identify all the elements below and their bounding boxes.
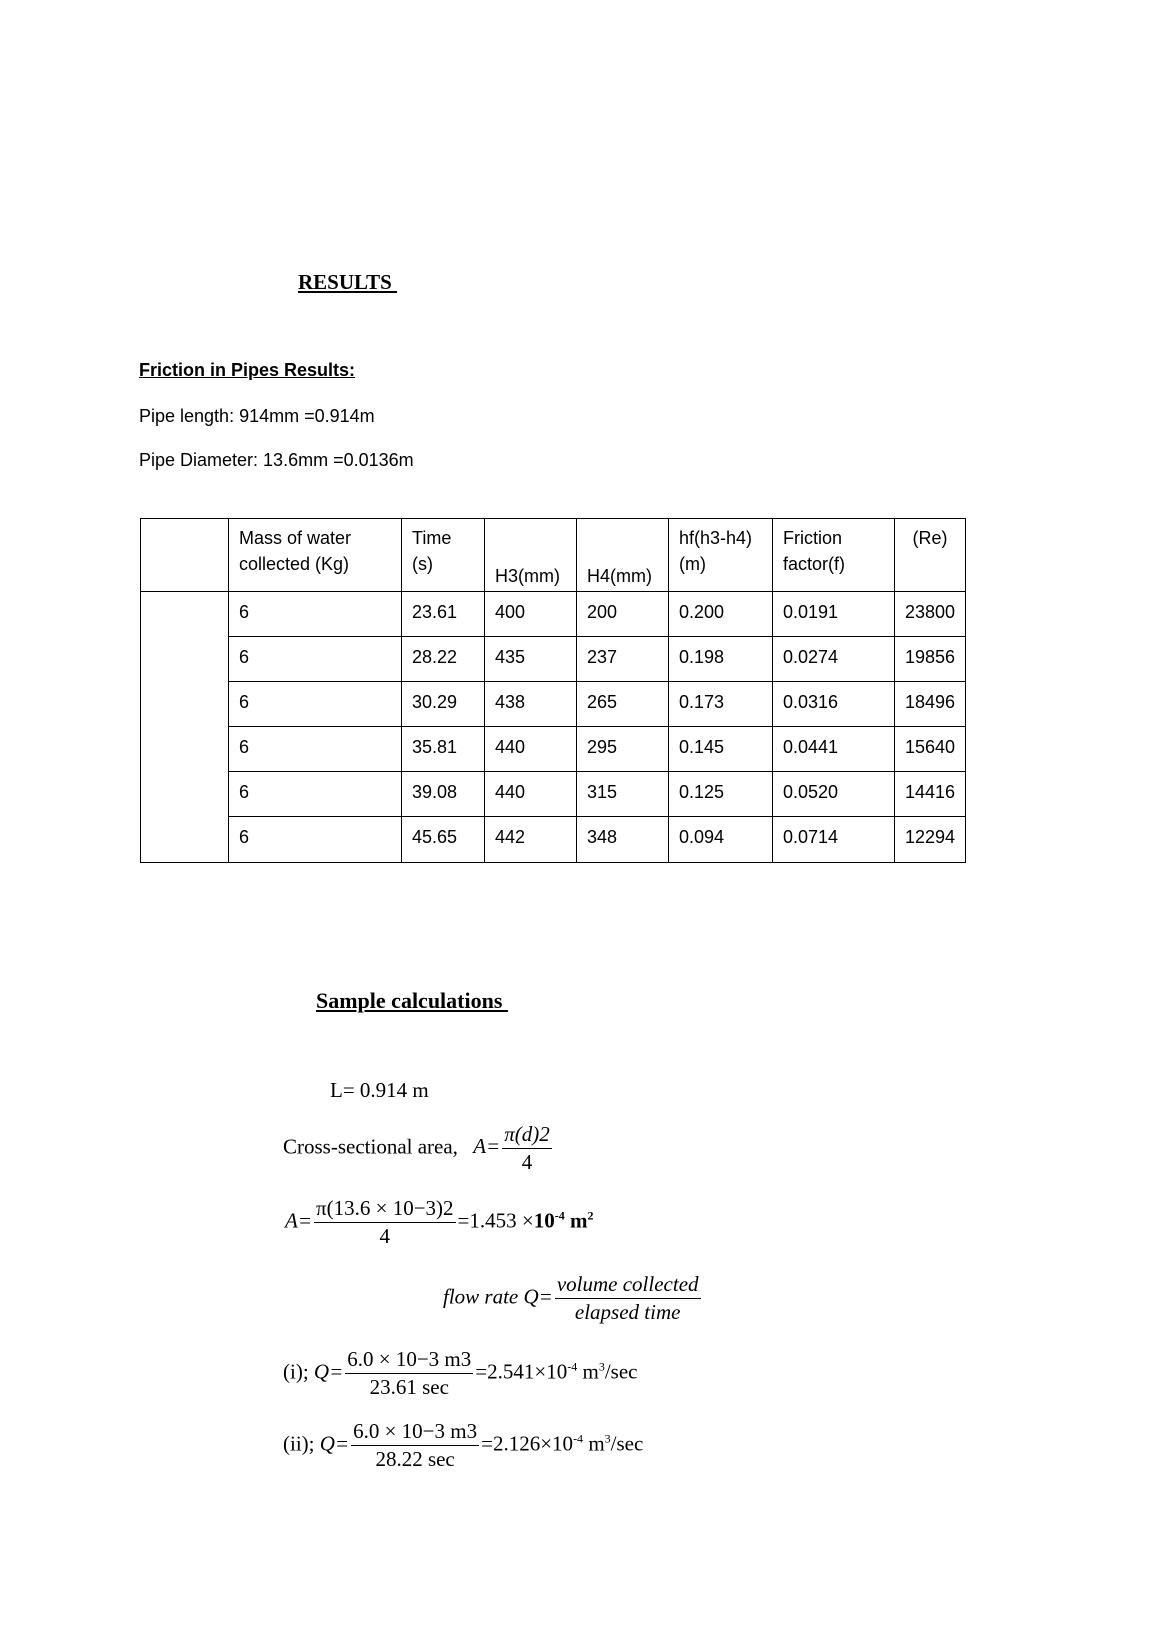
calc-ii-prefix: (ii); [283,1431,320,1456]
area2-fraction [314,1196,456,1249]
cell-h3: 440 [485,772,577,817]
calc-i-lhs: Q= [313,1359,344,1384]
area2-result-base: 10 [533,1208,555,1233]
cell-h4: 315 [577,772,669,817]
cell-reynolds: 23800 [895,592,966,637]
header-mass: Mass of water collected (Kg) [229,519,402,592]
calc-i-denominator: 23.61 sec [369,1375,449,1399]
cell-mass: 6 [229,637,402,682]
calc-ii-fraction [351,1419,479,1472]
cell-friction-factor: 0.0191 [773,592,895,637]
calc-ii-result: =2.126×10 [481,1431,574,1456]
header-reynolds: (Re) [895,519,966,592]
header-hf: hf(h3-h4) (m) [669,519,773,592]
cell-reynolds: 18496 [895,682,966,727]
pipe-length-text: Pipe length: 914mm =0.914m [139,406,375,426]
cell-friction-factor: 0.0316 [773,682,895,727]
cell-mass: 6 [229,682,402,727]
flow-denominator: elapsed time [574,1300,681,1324]
header-blank [141,519,229,592]
area-calculation [285,1196,593,1249]
blank-merged-cell [141,592,229,863]
results-heading: RESULTS [298,270,398,294]
area-lhs: A= [473,1134,501,1159]
calc-i-fraction [345,1347,473,1400]
header-h3: H3(mm) [485,519,577,592]
table-row [141,682,966,727]
section-title: Friction in Pipes Results: [139,360,356,380]
cell-hf: 0.145 [669,727,773,772]
flow-lhs: flow rate Q= [443,1284,553,1309]
calc-i-unit-tail: /sec [604,1359,638,1384]
cell-h3: 438 [485,682,577,727]
area-denominator: 4 [521,1150,533,1174]
cell-hf: 0.094 [669,817,773,863]
pipe-diameter-text: Pipe Diameter: 13.6mm =0.0136m [139,450,414,470]
calc-i-unit-exponent: 3 [598,1359,605,1374]
area-fraction [502,1122,552,1175]
cell-h4: 348 [577,817,669,863]
table-row [141,727,966,772]
calc-ii-denominator: 28.22 sec [375,1447,455,1471]
cell-friction-factor: 0.0714 [773,817,895,863]
cell-mass: 6 [229,817,402,863]
calc-ii-exponent: -4 [573,1431,584,1446]
cell-time: 39.08 [402,772,485,817]
cell-mass: 6 [229,727,402,772]
calc-ii-unit-exponent: 3 [604,1431,611,1446]
cell-friction-factor: 0.0274 [773,637,895,682]
table-row [141,592,966,637]
cell-h3: 442 [485,817,577,863]
calc-ii-unit-tail: /sec [610,1431,644,1456]
area-formula [283,1122,554,1175]
cell-h4: 265 [577,682,669,727]
flow-numerator: volume collected [555,1272,701,1299]
sample-calculations-heading: Sample calculations [316,988,508,1013]
area-numerator: π(d)2 [502,1122,552,1149]
cell-time: 30.29 [402,682,485,727]
cell-reynolds: 14416 [895,772,966,817]
cell-h3: 440 [485,727,577,772]
table-header-row [141,519,966,592]
calc-ii-lhs: Q= [319,1431,350,1456]
calc-i-unit: m [577,1359,599,1384]
cell-reynolds: 19856 [895,637,966,682]
calc-i-numerator: 6.0 × 10−3 m3 [345,1347,473,1374]
calc-ii [283,1419,643,1472]
calc-i [283,1347,637,1400]
area-label: Cross-sectional area, [283,1134,458,1159]
cell-hf: 0.200 [669,592,773,637]
length-line: L= 0.914 m [330,1078,429,1102]
cell-time: 35.81 [402,727,485,772]
cell-time: 28.22 [402,637,485,682]
cell-friction-factor: 0.0520 [773,772,895,817]
cell-hf: 0.173 [669,682,773,727]
cell-hf: 0.198 [669,637,773,682]
calc-i-result: =2.541×10 [475,1359,568,1384]
flow-fraction [555,1272,701,1325]
area2-result-prefix: =1.453 × [457,1208,534,1233]
header-friction-factor: Friction factor(f) [773,519,895,592]
cell-time: 23.61 [402,592,485,637]
table-row [141,772,966,817]
flow-rate-formula [443,1272,703,1325]
cell-time: 45.65 [402,817,485,863]
table-row [141,637,966,682]
area2-result-unit: m [564,1208,588,1233]
calc-ii-numerator: 6.0 × 10−3 m3 [351,1419,479,1446]
cell-mass: 6 [229,772,402,817]
cell-mass: 6 [229,592,402,637]
cell-hf: 0.125 [669,772,773,817]
area2-numerator: π(13.6 × 10−3)2 [314,1196,456,1223]
cell-reynolds: 12294 [895,817,966,863]
results-table [140,518,966,863]
header-h4: H4(mm) [577,519,669,592]
area2-denominator: 4 [379,1224,391,1248]
calc-i-prefix: (i); [283,1359,314,1384]
cell-h3: 435 [485,637,577,682]
cell-h4: 200 [577,592,669,637]
cell-friction-factor: 0.0441 [773,727,895,772]
cell-h3: 400 [485,592,577,637]
area2-result-exponent: -4 [554,1208,565,1223]
calc-i-exponent: -4 [567,1359,578,1374]
area2-result-unit-exponent: 2 [587,1208,594,1223]
header-time: Time (s) [402,519,485,592]
calc-ii-unit: m [583,1431,605,1456]
cell-h4: 295 [577,727,669,772]
cell-h4: 237 [577,637,669,682]
area2-lhs: A= [285,1208,312,1233]
cell-reynolds: 15640 [895,727,966,772]
table-row [141,817,966,863]
